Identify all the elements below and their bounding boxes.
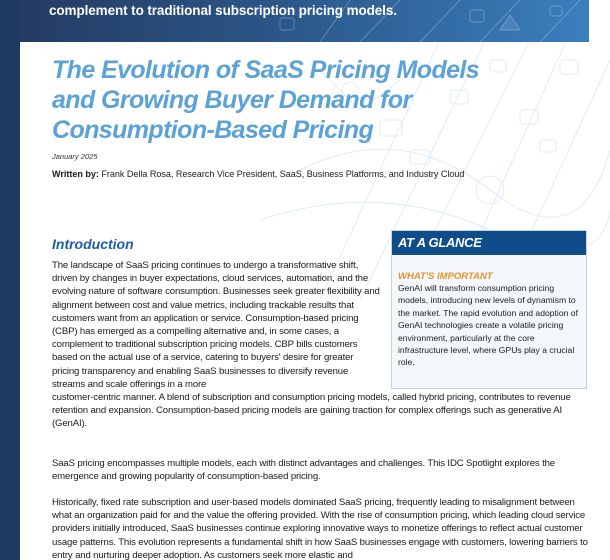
at-a-glance-header: AT A GLANCE (392, 231, 586, 255)
byline (52, 169, 464, 179)
intro-paragraph-1b: customer-centric manner. A blend of subscription and consumption pricing models, called hybrid pricing, contributes to revenue retention and expansion. Consumption-based pricing models are gaining traction for complex offerings such as generative AI (GenAI). (52, 392, 571, 430)
publication-date: January 2025 (52, 152, 98, 161)
introduction-heading: Introduction (52, 236, 134, 252)
header-banner (20, 0, 589, 42)
intro-paragraph-2: SaaS pricing encompasses multiple models, each with distinct advantages and challenges. This IDC Spotlight explores the emergence and growing popularity of consumption-based pricing. (52, 458, 555, 483)
intro-paragraph-3: Historically, fixed rate subscription and user-based models dominated SaaS pricing, frequently leading to misalignment between what an organization paid for and the value the offering provided. With the rise of consumption pricing, which leading cloud service providers initially introduced, SaaS businesses continue exploring innovative ways to monetize offerings to reflect actual customer usage patterns. This evolution represents a fundamental shift in how SaaS businesses engage with customers, lowering barriers to entry and nurturing deeper adoption. As customers seek more elastic and (52, 497, 588, 560)
whats-important-body: GenAI will transform consumption pricing models, introducing new levels of dynamism to the market. The rapid evolution and adoption of GenAI technologies create a volatile pricing environment, particularly at the core infrastructure level, where GPUs play a crucial role. (398, 283, 578, 368)
left-accent-bar (0, 0, 20, 560)
banner-text: complement to traditional subscription pricing models. (49, 3, 397, 18)
byline-author: Frank Della Rosa, Research Vice President, SaaS, Business Platforms, and Industry Cloud (98, 169, 465, 179)
title-line-3: Consumption-Based Pricing (52, 116, 374, 144)
intro-paragraph-1a: The landscape of SaaS pricing continues to undergo a transformative shift, driven by changes in buyer expectations, cloud services, automation, and the evolving nature of software consumption. Businesses seek greater flexibility and alignment between cost and value metrics, including trackable results that customers want from an application or service. Consumption-based pricing (CBP) has emerged as a compelling alternative and, in some cases, a complement to traditional subscription pricing models. CBP bills customers based on the actual use of a service, catering to buyers' desire for greater pricing transparency and enabling SaaS businesses to diversify revenue streams and scale offerings in a more (52, 260, 380, 390)
at-a-glance-box (391, 230, 587, 389)
title-line-1: The Evolution of SaaS Pricing Models (52, 56, 480, 84)
title-line-2: and Growing Buyer Demand for (52, 86, 412, 114)
document-title (52, 55, 512, 145)
byline-label: Written by: (52, 169, 99, 179)
whats-important-subheading: WHAT'S IMPORTANT (398, 271, 493, 282)
